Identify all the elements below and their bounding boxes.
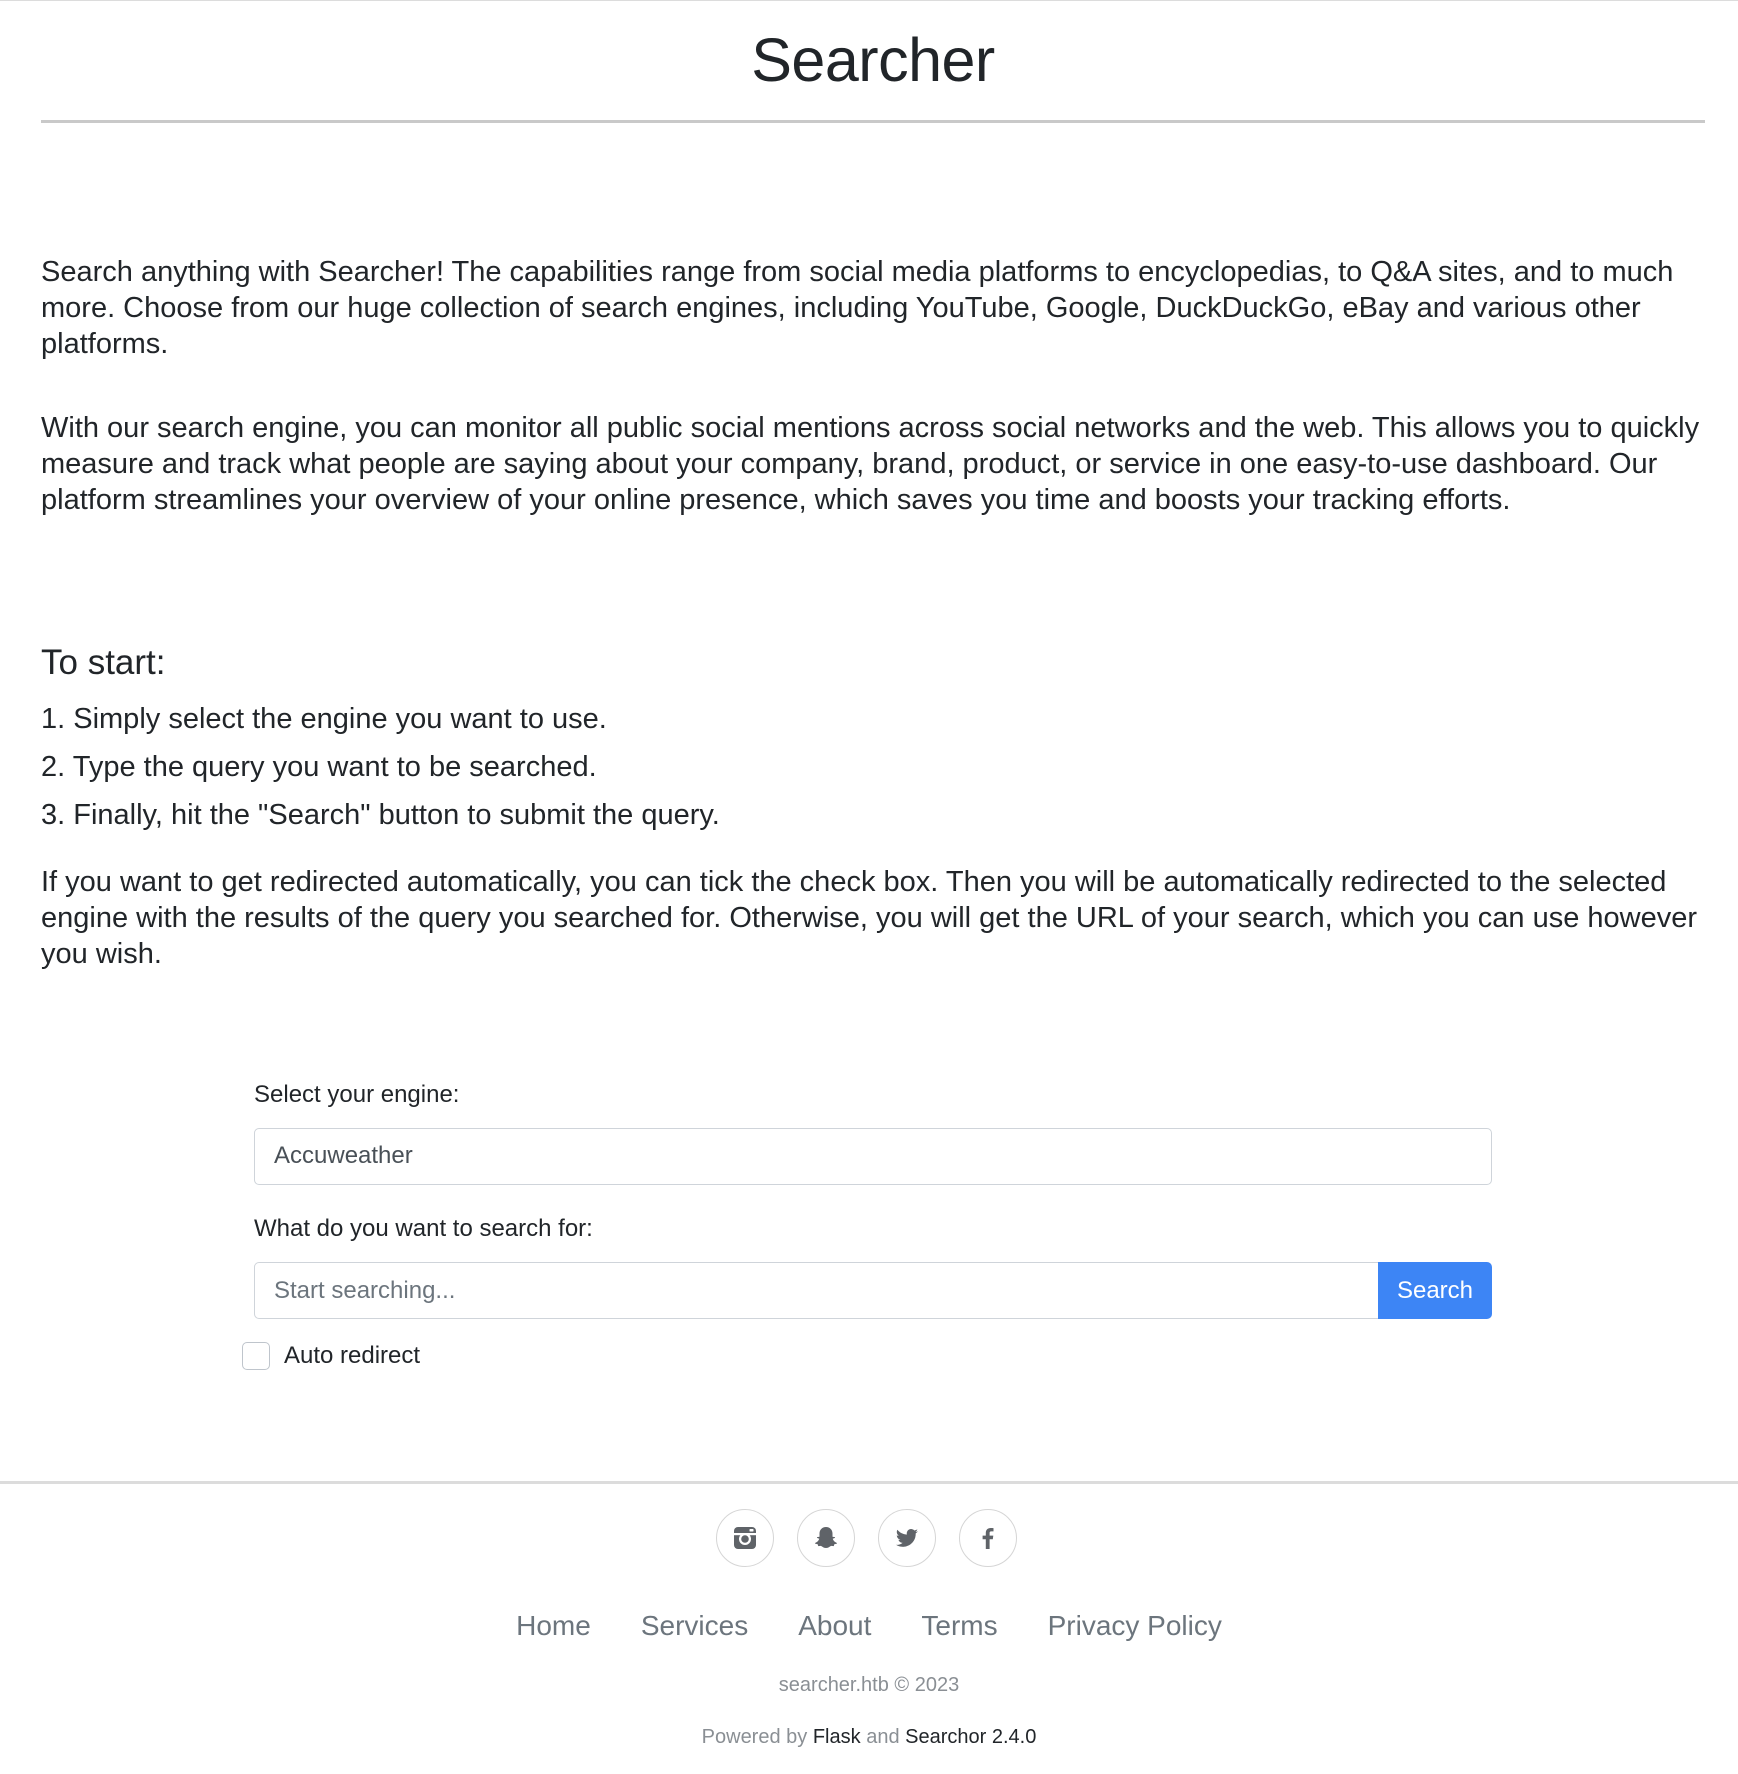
powered-by <box>0 1726 1738 1749</box>
auto-redirect-label[interactable]: Auto redirect <box>284 1342 421 1369</box>
instruction-step: 3. Finally, hit the "Search" button to submit the query. <box>41 799 720 831</box>
instructions-list <box>41 695 720 839</box>
search-input-group <box>254 1262 1492 1319</box>
intro-paragraph-2: With our search engine, you can monitor all public social mentions across social networks and the web. This allows you to quickly measure and track what people are saying about your company, brand, product, or service in one easy-to-use dashboard. Our platform streamlines your overview of your online presence, which saves you time and boosts your tracking efforts. <box>41 412 1700 516</box>
instruction-step: 1. Simply select the engine you want to use. <box>41 703 607 735</box>
footer-nav <box>0 1610 1738 1642</box>
auto-redirect-checkbox[interactable] <box>242 1342 270 1370</box>
instructions-heading: To start: <box>41 643 166 682</box>
social-links <box>716 1509 1017 1567</box>
page-title: Searcher <box>751 26 995 94</box>
powered-by-flask: Flask <box>812 1726 861 1748</box>
powered-by-searchor: Searchor 2.4.0 <box>905 1726 1037 1748</box>
footer-link-about[interactable]: About <box>798 1610 872 1641</box>
powered-by-and: and <box>866 1726 900 1748</box>
twitter-link[interactable] <box>878 1509 936 1567</box>
auto-redirect-row <box>242 1342 420 1370</box>
instruction-step: 2. Type the query you want to be searched. <box>41 751 597 783</box>
footer-divider <box>0 1481 1738 1484</box>
footer-link-privacy-policy[interactable]: Privacy Policy <box>1047 1610 1222 1641</box>
instagram-icon <box>731 1524 759 1552</box>
footer-link-terms[interactable]: Terms <box>921 1610 998 1641</box>
snapchat-link[interactable] <box>797 1509 855 1567</box>
facebook-icon <box>974 1524 1002 1552</box>
search-form <box>254 1080 1492 1319</box>
page-container <box>41 0 1705 970</box>
engine-label: Select your engine: <box>254 1081 460 1108</box>
snapchat-icon <box>812 1524 840 1552</box>
intro-section <box>41 254 1711 518</box>
title-divider <box>41 120 1705 123</box>
footer-link-home[interactable]: Home <box>516 1610 591 1641</box>
search-input[interactable] <box>254 1262 1378 1319</box>
search-button[interactable]: Search <box>1378 1262 1492 1319</box>
copyright: searcher.htb © 2023 <box>778 1674 960 1696</box>
footer-link-services[interactable]: Services <box>640 1610 749 1641</box>
engine-selected-value: Accuweather <box>274 1142 413 1169</box>
facebook-link[interactable] <box>959 1509 1017 1567</box>
query-label: What do you want to search for: <box>254 1215 593 1242</box>
engine-select[interactable] <box>254 1128 1492 1185</box>
twitter-icon <box>893 1524 921 1552</box>
redirect-note: If you want to get redirected automatically, you can tick the check box. Then you will be automatically redirected to the selected engine with the results of the query you searched for. Otherwise, you will get the URL of your search, which you can use however you wish. <box>41 866 1698 970</box>
intro-paragraph-1: Search anything with Searcher! The capabilities range from social media platforms to encyclopedias, to Q&A sites, and to much more. Choose from our huge collection of search engines, including YouTube, Google, DuckDuckGo, eBay and various other platforms. <box>41 256 1674 360</box>
powered-by-prefix: Powered by <box>701 1726 808 1748</box>
instagram-link[interactable] <box>716 1509 774 1567</box>
